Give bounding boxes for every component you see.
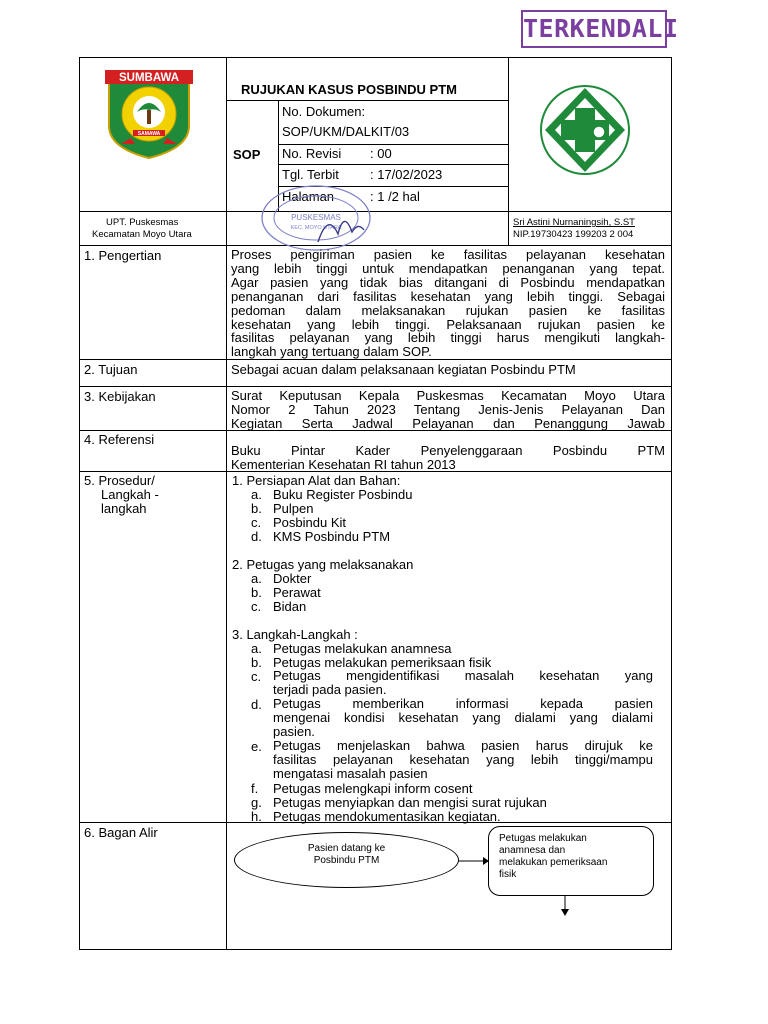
flow-node-start [234, 832, 459, 888]
section-prosedur-label: Langkah - [101, 487, 159, 502]
list-item: Bidan [273, 599, 307, 614]
signer-name: Sri Astini Nurnaningsih, S.ST [513, 217, 635, 228]
pengertian-line: fasilitas pelayanan yang lebih tinggi harus mengikuti langkah- [231, 330, 665, 346]
issued-label: Tgl. Terbit [282, 167, 339, 182]
list-item: Dokter [273, 571, 312, 586]
issued-value: : 17/02/2023 [370, 167, 443, 182]
section-tujuan-label: 2. Tujuan [84, 362, 138, 377]
section-tujuan-text: Sebagai acuan dalam pelaksanaan kegiatan Posbindu PTM [231, 362, 576, 377]
flow-node-text: anamnesa dan [499, 845, 566, 856]
list-marker: a. [251, 571, 262, 586]
list-marker: d. [251, 697, 262, 712]
step-text: Petugas melakukan anamnesa [273, 641, 452, 656]
prosedur-group-title: 3. Langkah-Langkah : [232, 627, 358, 642]
list-marker: d. [251, 529, 262, 544]
flow-arrow-right [459, 855, 489, 867]
step-text [273, 669, 653, 697]
list-marker: a. [251, 641, 262, 656]
col-divider-left [226, 57, 227, 950]
kebijakan-line: Surat Keputusan Kepala Puskesmas Kecamatan Moyo Utara [231, 388, 665, 403]
flow-arrow-down [559, 896, 571, 916]
section-pengertian-label: 1. Pengertian [84, 248, 162, 263]
official-seal [258, 182, 378, 252]
list-marker: c. [251, 515, 262, 530]
referensi-line: Buku Pintar Kader Penyelenggaraan Posbindu PTM [231, 443, 665, 458]
terkendali-stamp: TERKENDALI [521, 10, 667, 48]
step-line: Petugas menjelaskan bahwa pasien harus dirujuk ke [273, 738, 653, 753]
revision-label: No. Revisi [282, 146, 342, 161]
divider-title [226, 100, 508, 101]
step-line: pasien. [273, 723, 315, 739]
flow-node-text: Petugas melakukan [499, 833, 587, 844]
seal-text: PUSKESMAS [291, 213, 341, 222]
list-marker: h. [251, 809, 262, 824]
list-marker: b. [251, 655, 262, 670]
divider-docnum [278, 144, 508, 145]
doc-number-value: SOP/UKM/DALKIT/03 [282, 124, 410, 139]
pengertian-line: Proses pengiriman pasien ke fasilitas pelayanan kesehatan [231, 247, 665, 262]
section-prosedur-label: langkah [101, 501, 147, 516]
section-kebijakan-label: 3. Kebijakan [84, 389, 156, 404]
kebijakan-line: Nomor 2 Tahun 2023 Tentang Jenis-Jenis Pelayanan Dan [231, 401, 665, 417]
step-text: Petugas melengkapi inform cosent [273, 781, 473, 796]
kebijakan-line: Kegiatan Serta Jadwal Pelayanan dan Penanggung Jawab [231, 415, 665, 431]
revision-value: : 00 [370, 146, 392, 161]
step-text [273, 697, 653, 739]
page-label: Halaman [282, 189, 335, 204]
sop-label: SOP [233, 147, 261, 162]
flow-node-text: Posbindu PTM [313, 855, 380, 866]
flow-node-anamnesa [488, 826, 654, 896]
prosedur-group-title: 2. Petugas yang melaksanakan [232, 557, 414, 572]
pengertian-line: Agar pasien yang tidak bias ditangani di Posbindu mendapatkan [231, 274, 665, 290]
document-title: RUJUKAN KASUS POSBINDU PTM [241, 82, 457, 97]
step-line: mengenai kondisi kesehatan yang dialami yang dialami [273, 709, 653, 725]
pengertian-line: yang lebih tinggi untuk mendapatkan penanganan yang tepat. [231, 260, 665, 276]
org-name-line2: Kecamatan Moyo Utara [92, 229, 192, 240]
col-divider-right [508, 57, 509, 245]
list-marker: b. [251, 501, 262, 516]
step-line: Petugas memberikan informasi kepada pasien [273, 696, 653, 711]
sumbawa-logo [101, 68, 197, 160]
section-referensi-label: 4. Referensi [84, 432, 155, 447]
section-bagan-label: 6. Bagan Alir [84, 825, 158, 840]
step-line: mengatasi masalah pasien [273, 765, 428, 781]
step-line: terjadi pada pasien. [273, 681, 387, 697]
step-text: Petugas melakukan pemeriksaan fisik [273, 655, 492, 670]
section-referensi-text [231, 444, 665, 472]
step-line: fasilitas pelayanan kesehatan yang lebih tinggi/mampu [273, 751, 653, 767]
section-prosedur-label: 5. Prosedur/ [84, 473, 155, 488]
doc-number-label: No. Dokumen: [282, 104, 366, 119]
pengertian-line: penanganan dari fasilitas kesehatan yang lebih tinggi. Sebagai [231, 288, 665, 304]
step-text: Petugas mendokumentasikan kegiatan. [273, 809, 501, 824]
list-item: Pulpen [273, 501, 314, 516]
step-text: Petugas menyiapkan dan mengisi surat rujukan [273, 795, 547, 810]
list-marker: f. [251, 781, 259, 796]
flow-node-text: fisik [499, 869, 517, 880]
prosedur-group-title: 1. Persiapan Alat dan Bahan: [232, 473, 401, 488]
section-pengertian-text [231, 248, 665, 359]
seal-subtext: KEC. MOYO UTARA [290, 225, 342, 231]
list-marker: e. [251, 739, 262, 754]
step-line: Petugas mengidentifikasi masalah kesehatan yang [273, 668, 653, 683]
list-item: Posbindu Kit [273, 515, 346, 530]
pengertian-line: langkah yang tertuang dalam SOP. [231, 344, 432, 360]
logo-caption-text: SAMAWA [137, 131, 161, 137]
flow-node-text: melakukan pemeriksaan [499, 857, 608, 868]
list-marker: c. [251, 599, 262, 614]
list-marker: b. [251, 585, 262, 600]
pengertian-line: kesehatan yang lebih tinggi. Pelaksanaan rujukan pasien ke [231, 316, 665, 332]
page-value: : 1 /2 hal [370, 189, 420, 204]
signer-nip: NIP.19730423 199203 2 004 [513, 229, 634, 240]
list-item: Perawat [273, 585, 321, 600]
org-name-line1: UPT. Puskesmas [106, 217, 179, 228]
divider-tujuan [79, 386, 672, 387]
puskesmas-logo [537, 82, 633, 178]
list-item: KMS Posbindu PTM [273, 529, 391, 544]
referensi-line: Kementerian Kesehatan RI tahun 2013 [231, 456, 456, 472]
list-marker: g. [251, 795, 262, 810]
list-marker: a. [251, 487, 262, 502]
step-text [273, 739, 653, 781]
divider-revisi [278, 164, 508, 165]
list-marker: c. [251, 669, 262, 684]
flow-node-text: Pasien datang ke [307, 843, 386, 854]
list-item: Buku Register Posbindu [273, 487, 413, 502]
pengertian-line: pedoman dalam melaksanakan rujukan pasien ke fasilitas [231, 302, 665, 318]
logo-banner-text: SUMBAWA [118, 72, 180, 84]
section-kebijakan-text [231, 389, 665, 431]
